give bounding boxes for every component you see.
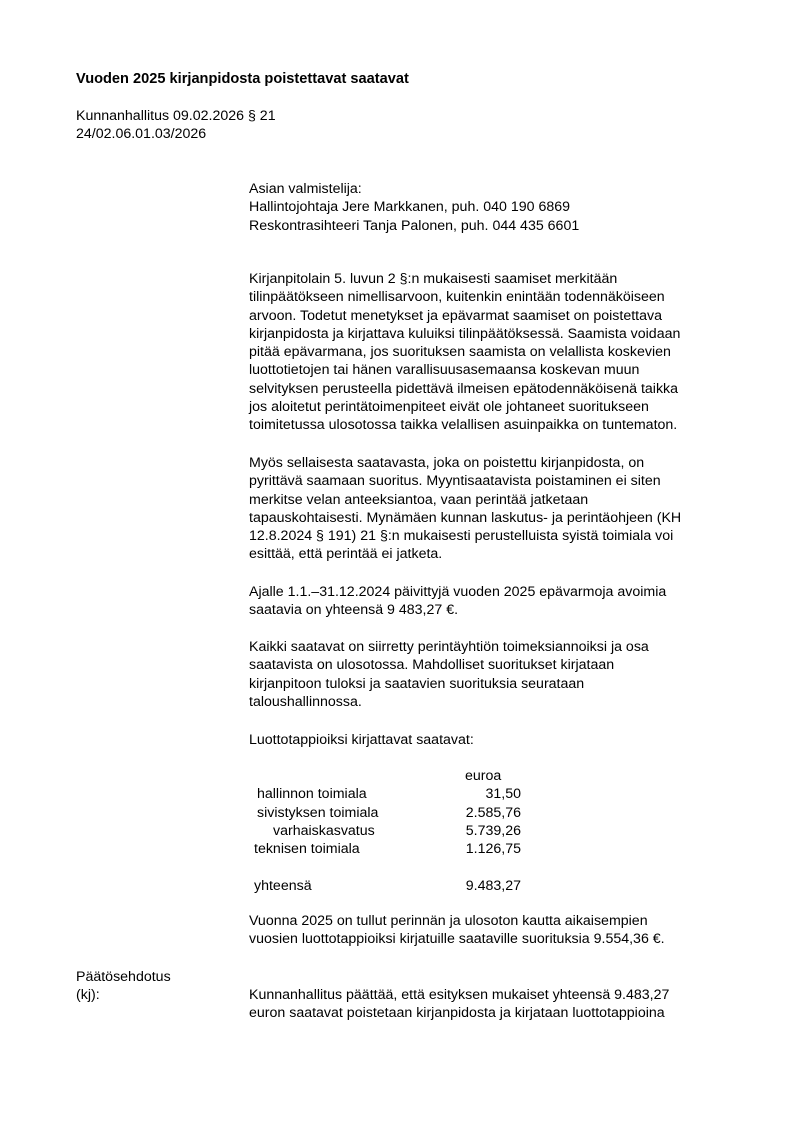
- text-line: toimitetussa ulosotossa taikka velallisen asuinpaikka on tuntematon.: [249, 417, 678, 434]
- paragraph-table-intro: [249, 731, 729, 749]
- paragraph-period-total: [249, 583, 729, 620]
- text-line: saatavia on yhteensä 9 483,27 €.: [249, 602, 459, 619]
- table-total-row: [249, 877, 529, 895]
- text-line: saatavista on ulosotossa. Mahdolliset suoritukset kirjataan: [249, 657, 615, 674]
- row-label: hallinnon toimiala: [257, 786, 367, 803]
- table-row: [249, 822, 529, 840]
- decision-proposal: [249, 986, 729, 1023]
- row-value: 31,50: [485, 786, 521, 803]
- row-value: 5.739,26: [465, 822, 521, 839]
- total-value: 9.483,27: [465, 877, 521, 894]
- text-line: merkitse velan anteeksiantoa, vaan perintää jatketaan: [249, 491, 589, 508]
- text-line: jos aloitetut perintätoimenpiteet eivät ole johtaneet suoritukseen: [249, 399, 649, 416]
- meeting-line: Kunnanhallitus 09.02.2026 § 21: [76, 108, 276, 124]
- total-label: yhteensä: [254, 877, 312, 894]
- paragraph-collection-agency: [249, 638, 729, 711]
- text-line: tapauskohtaisesti. Mynämäen kunnan laskutus- ja perintäohjeen (KH: [249, 509, 682, 526]
- text-line: Kirjanpitolain 5. luvun 2 §:n mukaisesti saamiset merkitään: [249, 271, 618, 287]
- text-line: Luottotappioiksi kirjattavat saatavat:: [249, 732, 474, 748]
- table-header-row: [249, 767, 529, 785]
- text-line: euron saatavat poistetaan kirjanpidosta ja kirjataan luottotappioina: [249, 1005, 665, 1022]
- row-label: varhaiskasvatus: [273, 822, 375, 839]
- text-line: taloushallinnossa.: [249, 693, 362, 710]
- preparer-block: [249, 180, 729, 235]
- preparer-line: Reskontrasihteeri Tanja Palonen, puh. 044 435 6601: [249, 217, 580, 234]
- text-line: kirjanpidosta ja kirjattava kuluiksi tilinpäätöksessä. Saamista voidaan: [249, 325, 681, 342]
- text-line: tilinpäätökseen nimellisarvoon, kuitenkin enintään todennäköiseen: [249, 289, 665, 306]
- row-value: 2.585,76: [465, 804, 521, 821]
- text-line: Kaikki saatavat on siirretty perintäyhtiön toimeksiannoiksi ja osa: [249, 639, 649, 655]
- preparer-heading: Asian valmistelija:: [249, 181, 362, 197]
- paragraph-collection: [249, 454, 729, 564]
- preparer-line: Hallintojohtaja Jere Markkanen, puh. 040 190 6869: [249, 199, 571, 216]
- text-line: Ajalle 1.1.–31.12.2024 päivittyjä vuoden 2025 epävarmoja avoimia: [249, 584, 667, 600]
- table-row: [249, 785, 529, 803]
- text-line: selvityksen perusteella pidettävä ilmeisen epätodennäköisenä taikka: [249, 380, 679, 397]
- record-number: 24/02.06.01.03/2026: [76, 126, 207, 143]
- writeoff-table: [249, 767, 529, 895]
- text-line: Vuonna 2025 on tullut perinnän ja ulosoton kautta aikaisempien: [249, 913, 648, 929]
- paragraph-recoveries: [249, 912, 729, 949]
- text-line: vuosien luottotappioiksi kirjatuille saataville suorituksia 9.554,36 €.: [249, 931, 665, 948]
- table-spacer: [249, 858, 529, 876]
- currency-header: euroa: [465, 768, 502, 784]
- row-value: 1.126,75: [465, 841, 521, 858]
- text-line: pitää epävarmana, jos suorituksen saamista on velallista koskevien: [249, 344, 671, 361]
- decision-label-suffix: (kj):: [76, 987, 100, 1003]
- text-line: Myös sellaisesta saatavasta, joka on poistettu kirjanpidosta, on: [249, 455, 645, 471]
- text-line: 12.8.2024 § 191) 21 §:n mukaisesti perustelluista syistä toimiala voi: [249, 528, 674, 545]
- text-line: Kunnanhallitus päättää, että esityksen mukaiset yhteensä 9.483,27: [249, 987, 670, 1003]
- paragraph-accounting-law: [249, 270, 729, 435]
- document-title: Vuoden 2025 kirjanpidosta poistettavat saatavat: [76, 71, 409, 87]
- text-line: kirjanpitoon tuloksi ja saatavien suorituksia seurataan: [249, 675, 585, 692]
- row-label: sivistyksen toimiala: [257, 804, 379, 821]
- decision-label: Päätösehdotus: [76, 969, 171, 985]
- text-line: pyrittävä saamaan suoritus. Myyntisaatavista poistaminen ei siten: [249, 473, 661, 490]
- meeting-info: [76, 107, 276, 144]
- text-line: luottotietojen tai hänen varallisuusasemaansa koskevan muun: [249, 362, 640, 379]
- table-row: [249, 840, 529, 858]
- table-row: [249, 804, 529, 822]
- text-line: esittää, että perintää ei jatketa.: [249, 546, 443, 563]
- text-line: arvoon. Todetut menetykset ja epävarmat saamiset on poistettava: [249, 307, 662, 324]
- row-label: teknisen toimiala: [254, 841, 360, 858]
